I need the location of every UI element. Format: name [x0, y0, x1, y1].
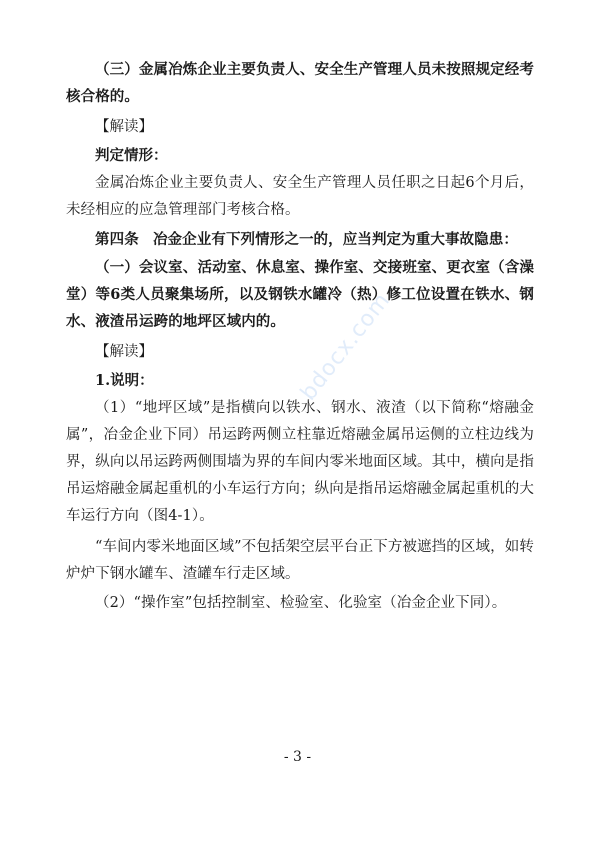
judgment-situation-label: 判定情形：: [95, 147, 168, 164]
article-4-number: 第四条: [95, 231, 139, 248]
article-4-heading: [66, 226, 534, 254]
clause-3-heading: （三）金属冶炼企业主要负责人、安全生产管理人员未按照规定经考核合格的。: [66, 61, 534, 105]
clause-1-text: （一）会议室、活动室、休息室、操作室、交接班室、更衣室（含澡堂）等6类人员聚集场所，以及钢铁水罐冷（热）修工位设置在铁水、钢水、液渣吊运跨的地坪区域内的。: [66, 259, 534, 330]
interpretation-label-2: 【解读】: [95, 344, 153, 360]
explanation-item-2: （2）“操作室”包括控制室、检验室、化验室（冶金企业下同）。: [95, 595, 507, 611]
explanation-label: 1.说明：: [95, 372, 154, 389]
article-4-text: 冶金企业有下列情形之一的，应当判定为重大事故隐患：: [152, 231, 518, 248]
watermark-logo: bdocx.com: [296, 287, 396, 406]
judgment-situation-text: 金属冶炼企业主要负责人、安全生产管理人员任职之日起6个月后，未经相应的应急管理部门考核合格。: [66, 175, 534, 218]
page-number: - 3 -: [283, 749, 312, 765]
explanation-item-1: （1）“地坪区域”是指横向以铁水、钢水、液渣（以下简称“熔融金属”，冶金企业下同）吊运跨两侧立柱靠近熔融金属吊运侧的立柱边线为界，纵向以吊运跨两侧围墙为界的车间内零米地面区域。其中，横向是指吊运熔融金属起重机的小车运行方向；纵向是指吊运熔融金属起重机的大车运行方向（图4-1）。: [66, 400, 534, 524]
explanation-note: “车间内零米地面区域”不包括架空层平台正下方被遮挡的区域，如转炉炉下钢水罐车、渣罐车行走区域。: [66, 539, 534, 582]
interpretation-label-1: 【解读】: [95, 119, 153, 135]
